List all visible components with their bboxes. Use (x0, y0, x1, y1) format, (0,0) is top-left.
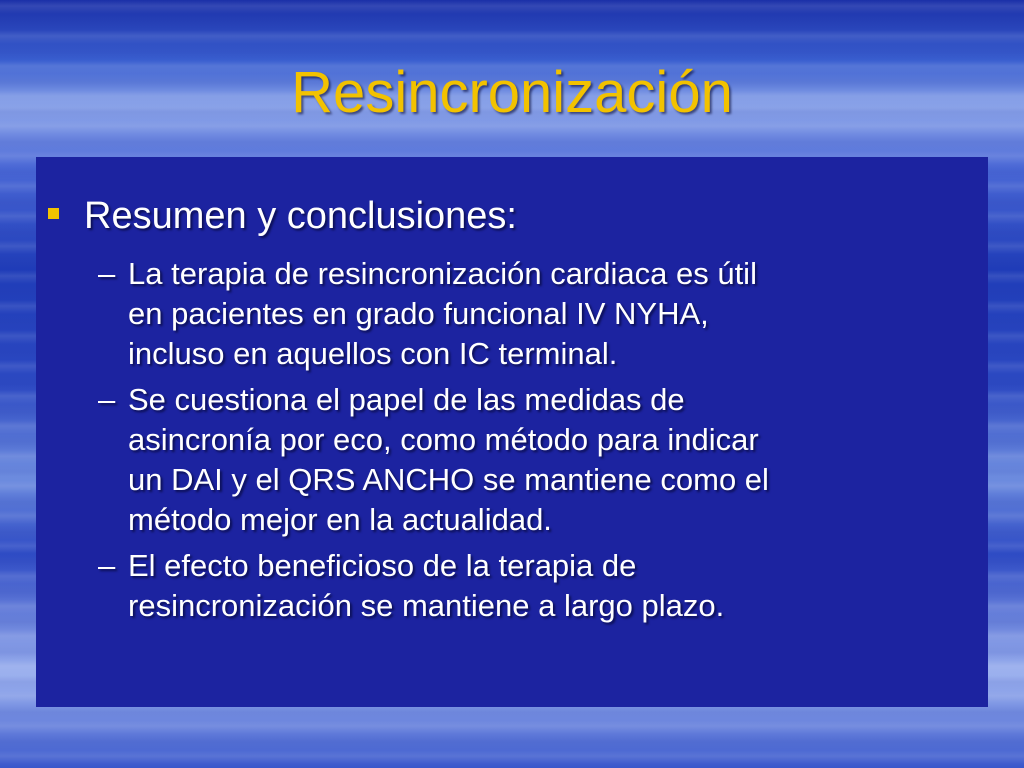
main-bullet (48, 194, 517, 238)
main-bullet-text: Resumen y conclusiones: (84, 195, 517, 237)
text-line: incluso en aquellos con IC terminal. (128, 336, 618, 371)
slide-title: Resincronización (291, 60, 733, 125)
text-line: La terapia de resincronización cardiaca es útil (128, 256, 757, 291)
sub-bullet-list (98, 254, 968, 632)
text-line: El efecto beneficioso de la terapia de (128, 548, 637, 583)
sub-bullet-2 (98, 380, 968, 540)
dash-marker: – (98, 256, 116, 291)
square-bullet-icon (48, 208, 59, 219)
sub-bullet-1 (98, 254, 968, 374)
sub-bullet-text (128, 546, 724, 626)
dash-marker: – (98, 382, 116, 417)
text-line: resincronización se mantiene a largo plazo. (128, 588, 725, 623)
text-line: método mejor en la actualidad. (128, 502, 552, 537)
text-line: Se cuestiona el papel de las medidas de (128, 382, 685, 417)
text-line: en pacientes en grado funcional IV NYHA, (128, 296, 709, 331)
text-line: asincronía por eco, como método para indicar (128, 422, 759, 457)
dash-marker: – (98, 548, 116, 583)
text-line: un DAI y el QRS ANCHO se mantiene como el (128, 462, 769, 497)
sub-bullet-3 (98, 546, 968, 626)
sub-bullet-text (128, 380, 769, 540)
sub-bullet-text (128, 254, 757, 374)
